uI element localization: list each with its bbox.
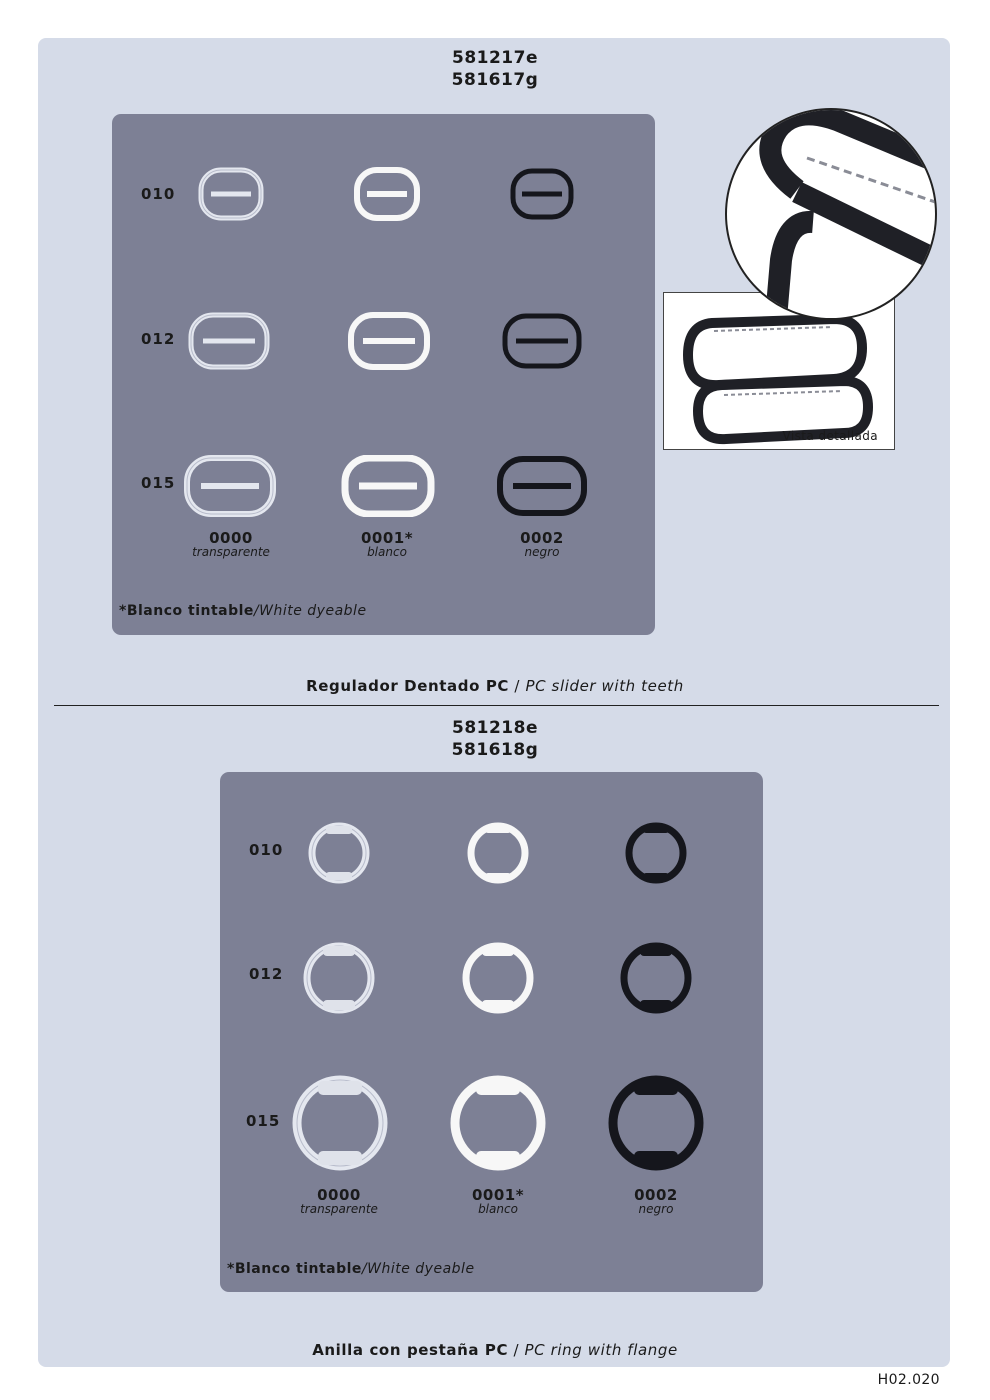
ring-white-012 <box>460 940 536 1016</box>
ring-color-code-blanco: 0001* <box>471 1186 525 1204</box>
ring-transparent-010 <box>306 820 372 886</box>
size-label-012: 012 <box>141 330 176 348</box>
ring-black-010 <box>623 820 689 886</box>
ring-transparent-015 <box>290 1073 390 1173</box>
ring-black-015 <box>606 1073 706 1173</box>
ring-black-012 <box>618 940 694 1016</box>
slider-transparent-012 <box>187 312 271 370</box>
slider-black-010 <box>508 167 576 221</box>
color-code-transparente: 0000 <box>209 529 253 547</box>
slider-transparent-010 <box>197 167 265 221</box>
slider-white-012 <box>347 312 431 370</box>
slider-detail-image <box>664 293 894 449</box>
size-label-012-ring: 012 <box>249 965 284 983</box>
color-name-transparente: transparente <box>192 545 270 559</box>
ring-transparent-012 <box>301 940 377 1016</box>
ring-color-name-blanco: blanco <box>478 1202 518 1216</box>
slider-black-015 <box>495 455 589 517</box>
ring-white-015 <box>448 1073 548 1173</box>
ring-dyeable-note: *Blanco tintable/White dyeable <box>227 1261 475 1277</box>
product-code-2: 581617g <box>451 70 539 90</box>
dyeable-note: *Blanco tintable/White dyeable <box>119 603 367 619</box>
product-code-4: 581618g <box>451 740 539 760</box>
size-label-015: 015 <box>141 474 176 492</box>
color-code-blanco: 0001* <box>360 529 414 547</box>
detail-view-caption: Vista detallada <box>782 429 878 443</box>
ring-color-code-transparente: 0000 <box>317 1186 361 1204</box>
slider-closeup-image <box>727 110 937 320</box>
color-name-blanco: blanco <box>367 545 407 559</box>
size-label-010-ring: 010 <box>249 841 284 859</box>
size-label-015-ring: 015 <box>246 1112 281 1130</box>
page-code: H02.020 <box>877 1372 940 1388</box>
ring-color-name-negro: negro <box>638 1202 674 1216</box>
section-title-ring: Anilla con pestaña PC / PC ring with flange <box>312 1341 678 1359</box>
color-name-negro: negro <box>524 545 560 559</box>
ring-white-010 <box>465 820 531 886</box>
ring-color-name-transparente: transparente <box>300 1202 378 1216</box>
size-label-010: 010 <box>141 185 176 203</box>
slider-transparent-015 <box>183 455 277 517</box>
slider-white-015 <box>341 455 435 517</box>
section-title-slider: Regulador Dentado PC / PC slider with teeth <box>306 677 684 695</box>
detail-zoom-circle <box>725 108 937 320</box>
slider-white-010 <box>353 167 421 221</box>
section-divider <box>54 705 939 706</box>
color-code-negro: 0002 <box>520 529 564 547</box>
slider-black-012 <box>500 312 584 370</box>
ring-color-code-negro: 0002 <box>634 1186 678 1204</box>
product-code-1: 581217e <box>451 48 538 68</box>
product-code-3: 581218e <box>451 718 538 738</box>
